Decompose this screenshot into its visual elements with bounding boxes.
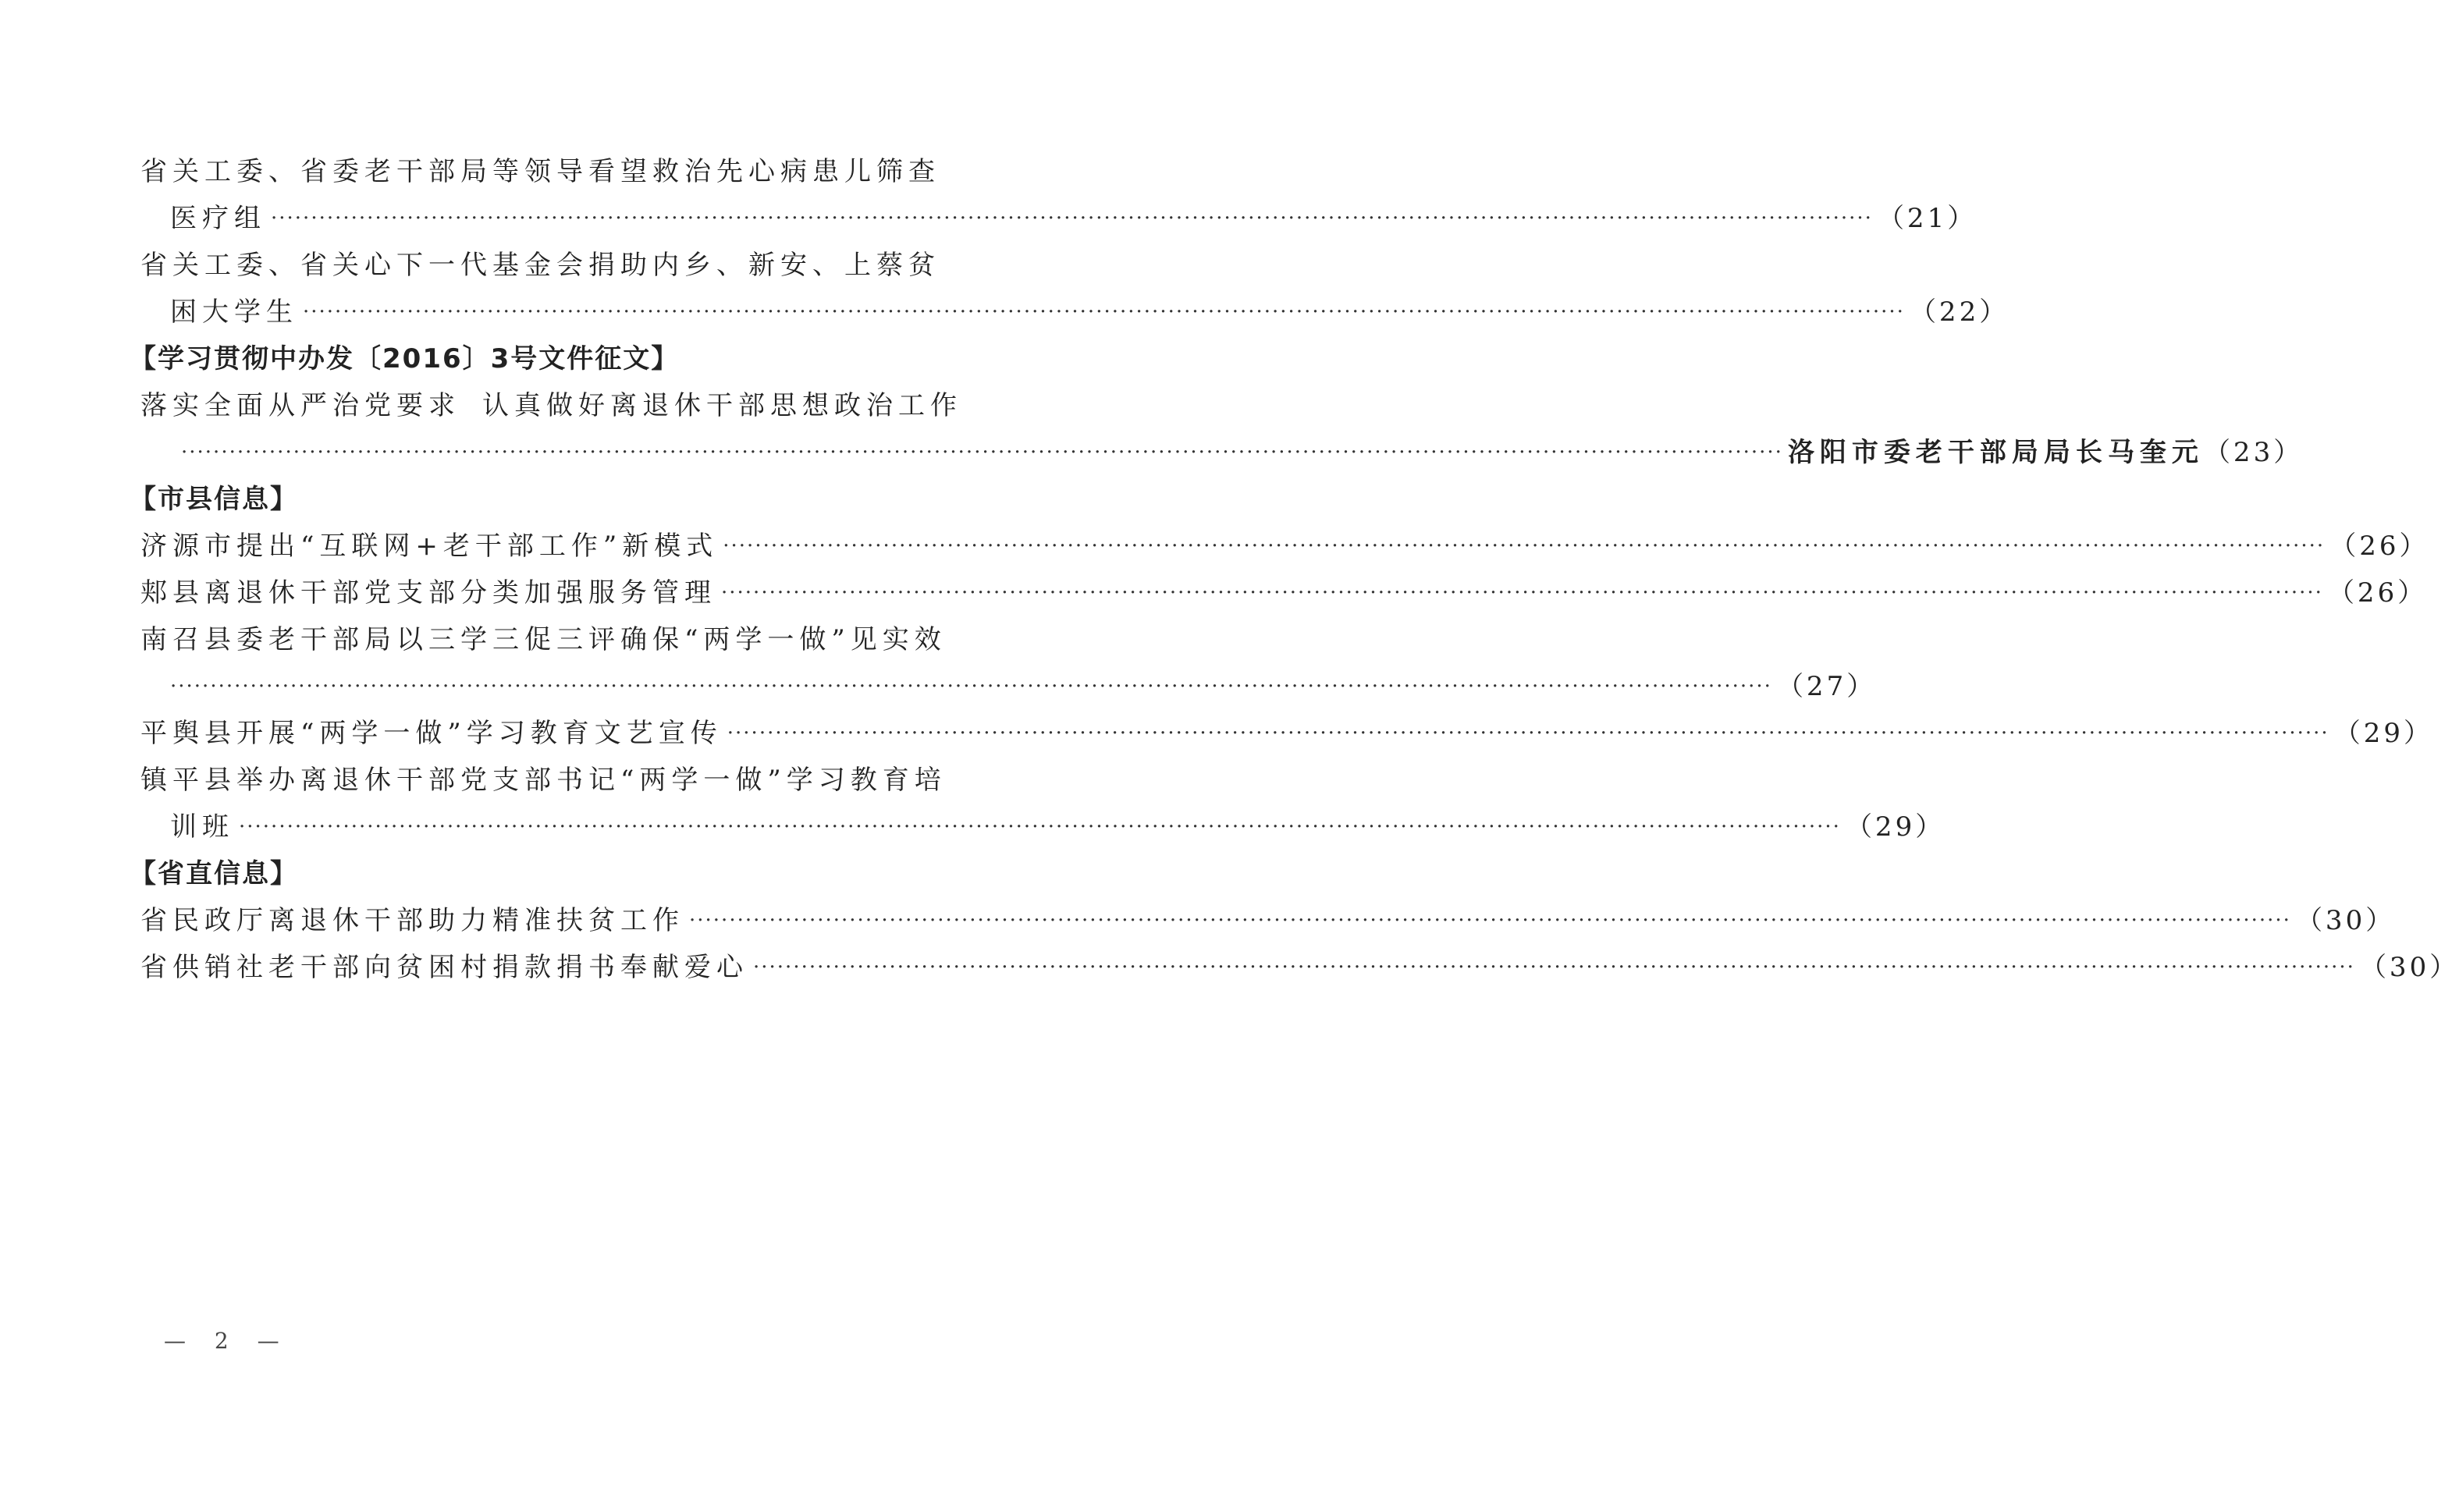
- toc-entry-title-end: 医疗组: [170, 203, 266, 234]
- dot-leader: ········································································································································································································: [170, 675, 1772, 698]
- toc-page-number: （22）: [1909, 296, 2009, 328]
- dot-leader: ········································································································································································································: [753, 956, 2355, 979]
- toc-entry-title[interactable]: 镇平县举办离退休干部党支部书记“两学一做”学习教育培: [140, 765, 947, 796]
- toc-page-number: （30）: [2359, 952, 2459, 983]
- dot-leader: ········································································································································································································: [723, 534, 2326, 558]
- section-heading: 【市县信息】: [130, 484, 298, 515]
- toc-entry-title: 济源市提出“互联网+老干部工作”新模式: [140, 531, 719, 562]
- toc-entry-continuation[interactable]: [181, 429, 2304, 476]
- dot-leader: ········································································································································································································: [727, 722, 2329, 745]
- toc-entry-title-end: 训班: [170, 811, 234, 843]
- toc-entry-continuation[interactable]: [170, 195, 1978, 242]
- author-name: 马奎元: [2107, 437, 2204, 468]
- toc-entry-title[interactable]: [140, 382, 962, 429]
- toc-page-number: （26）: [2329, 531, 2429, 562]
- toc-entry[interactable]: [140, 523, 2429, 570]
- toc-entry[interactable]: [140, 570, 2428, 616]
- toc-entry-title: 省供销社老干部向贫困村捐款捐书奉献爱心: [140, 952, 748, 983]
- toc-entry-title[interactable]: 南召县委老干部局以三学三促三评确保“两学一做”见实效: [140, 624, 947, 655]
- dot-leader: ········································································································································································································: [239, 815, 1841, 839]
- toc-page-number: （26）: [2327, 577, 2428, 609]
- toc-entry-title[interactable]: 省关工委、省委老干部局等领导看望救治先心病患儿筛查: [140, 156, 940, 187]
- toc-entry-title-part: 认真做好离退休干部思想政治工作: [482, 390, 962, 421]
- author-role: 洛阳市委老干部局局长: [1787, 437, 2108, 468]
- toc-entry-title: 省民政厅离退休干部助力精准扶贫工作: [140, 905, 684, 936]
- toc-entry[interactable]: [140, 710, 2433, 757]
- toc-entry-title: 郏县离退休干部党支部分类加强服务管理: [140, 577, 716, 609]
- toc-entry-title-part: 落实全面从严治党要求: [140, 390, 460, 421]
- dot-leader: ········································································································································································································: [181, 441, 1783, 464]
- toc-entry[interactable]: [140, 944, 2459, 991]
- dot-leader: ········································································································································································································: [689, 909, 2291, 932]
- toc-page-number: （23）: [2203, 437, 2304, 468]
- toc-page-number: （27）: [1776, 671, 1877, 702]
- toc-entry-title[interactable]: 省关工委、省关心下一代基金会捐助内乡、新安、上蔡贫: [140, 250, 940, 281]
- dot-leader: ········································································································································································································: [303, 300, 1905, 324]
- toc-entry-continuation[interactable]: [170, 663, 1877, 710]
- section-heading: 【省直信息】: [130, 858, 298, 889]
- toc-entry-continuation[interactable]: [170, 804, 1946, 850]
- dot-leader: ········································································································································································································: [721, 581, 2323, 605]
- toc-page-number: （30）: [2295, 905, 2396, 936]
- toc-page-number: （29）: [2333, 718, 2433, 749]
- toc-entry-title-end: 困大学生: [170, 296, 298, 328]
- toc-entry-title: 平舆县开展“两学一做”学习教育文艺宣传: [140, 718, 723, 749]
- toc-entry-continuation[interactable]: [170, 289, 2009, 335]
- page-footer-number: — 2 —: [164, 1328, 290, 1354]
- toc-entry[interactable]: [140, 897, 2396, 944]
- toc-page-number: （21）: [1877, 203, 1978, 234]
- dot-leader: ········································································································································································································: [271, 207, 1873, 230]
- toc-page-number: （29）: [1845, 811, 1946, 843]
- section-heading: 【学习贯彻中办发〔2016〕3号文件征文】: [130, 343, 680, 374]
